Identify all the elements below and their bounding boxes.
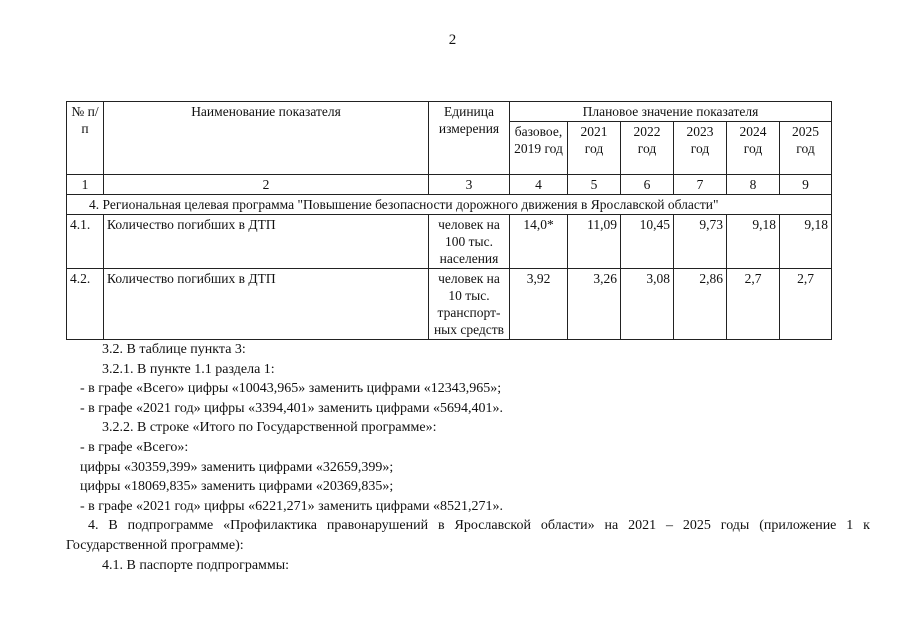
paragraph: - в графе «2021 год» цифры «3394,401» заменить цифрами «5694,401». [80,400,504,416]
column-numbers-row [67,175,832,195]
row-value: 9,73 [674,215,727,269]
row-value: 2,86 [674,269,727,340]
paragraph: - в графе «2021 год» цифры «6221,271» заменить цифрами «8521,271». [80,498,504,514]
indicators-table [66,101,832,340]
header-name: Наименование показателя [104,102,429,175]
table-row [67,215,832,269]
body-text [66,340,870,575]
header-year-2023: 2023 год [674,122,727,175]
row-value: 3,08 [621,269,674,340]
header-unit: Единица измерения [429,102,510,175]
paragraph: 3.2.1. В пункте 1.1 раздела 1: [102,361,275,377]
col-number: 6 [621,175,674,195]
row-value: 3,92 [510,269,568,340]
paragraph: 4.1. В паспорте подпрограммы: [102,557,290,573]
col-number: 7 [674,175,727,195]
row-unit: человек на 100 тыс. населения [429,215,510,269]
paragraph: - в графе «Всего» цифры «10043,965» заменить цифрами «12343,965»; [80,381,502,397]
header-year-2022: 2022 год [621,122,674,175]
paragraph: 4. В подпрограмме «Профилактика правонарушений в Ярославской области» на 2021 – 2025 годы (приложение 1 к Государственной программе): [66,518,870,553]
row-num: 4.2. [67,269,104,340]
paragraph: - в графе «Всего»: [80,439,189,455]
row-value: 3,26 [568,269,621,340]
row-num: 4.1. [67,215,104,269]
header-plan: Плановое значение показателя [510,102,832,122]
col-number: 5 [568,175,621,195]
row-value: 9,18 [780,215,832,269]
row-value: 11,09 [568,215,621,269]
row-name: Количество погибших в ДТП [104,215,429,269]
paragraph: цифры «30359,399» заменить цифрами «32659,399»; [80,459,394,475]
row-value: 14,0* [510,215,568,269]
col-number: 1 [67,175,104,195]
col-number: 9 [780,175,832,195]
col-number: 8 [727,175,780,195]
header-year-2025: 2025 год [780,122,832,175]
row-value: 2,7 [780,269,832,340]
row-value: 9,18 [727,215,780,269]
row-unit: человек на 10 тыс. транспорт-ных средств [429,269,510,340]
paragraph: 3.2. В таблице пункта 3: [102,342,246,357]
row-value: 10,45 [621,215,674,269]
header-year-2021: 2021 год [568,122,621,175]
header-year-base: базовое, 2019 год [510,122,568,175]
section-title: 4. Региональная целевая программа "Повышение безопасности дорожного движения в Ярославской области" [67,195,832,215]
page-number: 2 [448,32,457,48]
table-row [67,269,832,340]
col-number: 4 [510,175,568,195]
paragraph: 3.2.2. В строке «Итого по Государственной программе»: [102,420,437,436]
row-name: Количество погибших в ДТП [104,269,429,340]
header-year-2024: 2024 год [727,122,780,175]
paragraph: цифры «18069,835» заменить цифрами «20369,835»; [80,479,394,495]
header-num: № п/п [67,102,104,175]
row-value: 2,7 [727,269,780,340]
col-number: 3 [429,175,510,195]
col-number: 2 [104,175,429,195]
